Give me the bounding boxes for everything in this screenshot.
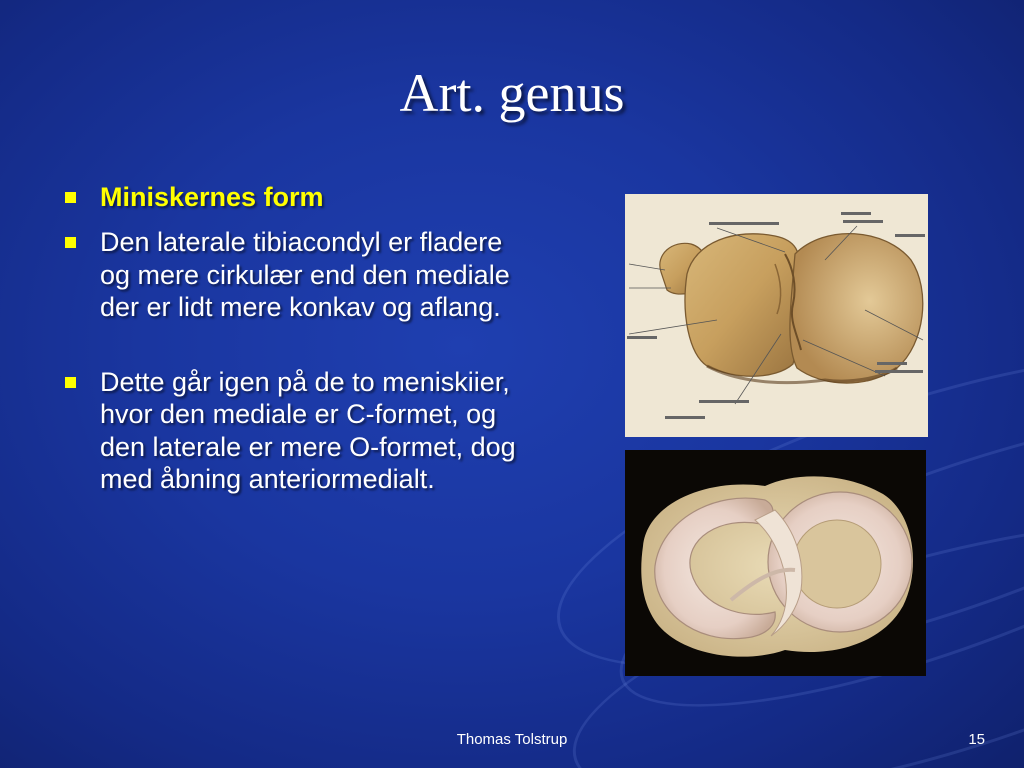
bullet-item bbox=[58, 226, 518, 324]
tibia-condyle-illustration bbox=[625, 194, 928, 437]
slide-title: Art. genus bbox=[399, 63, 625, 123]
bullet-marker-icon bbox=[65, 192, 76, 203]
footer-author: Thomas Tolstrup bbox=[456, 731, 568, 748]
menisci-photo bbox=[625, 450, 926, 676]
bullet-marker-icon bbox=[65, 377, 76, 388]
bullet-text: Dette går igen på de to meniskiier, hvor den mediale er C-formet, og den laterale er mere O-formet, dog med åbning anteriormedialt. bbox=[100, 366, 516, 494]
bullet-list bbox=[58, 180, 518, 496]
slide-number: 15 bbox=[968, 731, 985, 748]
bullet-item bbox=[58, 366, 518, 496]
bullet-text: Den laterale tibiacondyl er fladere og mere cirkulær end den mediale der er lidt mere konkav og aflang. bbox=[100, 227, 510, 322]
bullet-marker-icon bbox=[65, 237, 76, 248]
bullet-item bbox=[58, 180, 518, 214]
bullet-text: Miniskernes form bbox=[100, 182, 324, 212]
